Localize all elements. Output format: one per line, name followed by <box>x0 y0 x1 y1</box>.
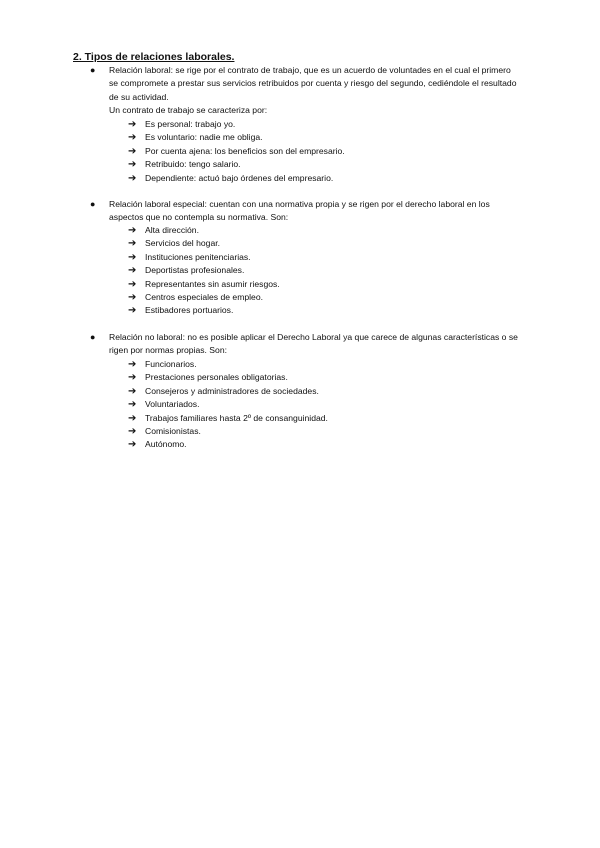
arrow-right-icon: ➔ <box>128 359 137 370</box>
list-item <box>128 425 328 438</box>
bullet-icon: ● <box>90 199 96 209</box>
list-item <box>128 385 328 398</box>
arrow-right-icon: ➔ <box>128 278 137 290</box>
list-item <box>128 278 280 291</box>
arrow-right-icon: ➔ <box>128 159 137 171</box>
arrow-right-icon: ➔ <box>128 251 137 263</box>
list-item-text: Por cuenta ajena: los beneficios son del empresario. <box>145 145 345 156</box>
arrow-right-icon: ➔ <box>128 145 137 157</box>
list-item-text: Es personal: trabajo yo. <box>145 119 236 129</box>
list-item <box>128 358 328 371</box>
list-item-text: Deportistas profesionales. <box>145 265 245 276</box>
arrow-right-icon: ➔ <box>128 305 137 317</box>
arrow-right-icon: ➔ <box>128 238 137 250</box>
types-list <box>128 224 280 318</box>
section-paragraph: Relación laboral: se rige por el contrato de trabajo, que es un acuerdo de voluntades en el cual el primero se compromete a prestar sus servicios retribuidos por cuenta y riesgo del segundo, cediéndole el resultado de su actividad. <box>109 65 517 102</box>
arrow-right-icon: ➔ <box>128 265 137 277</box>
list-item-text: Es voluntario: nadie me obliga. <box>145 132 263 143</box>
list-item-text: Estibadores portuarios. <box>145 305 234 316</box>
list-item-text: Autónomo. <box>145 439 187 450</box>
list-item <box>128 118 345 131</box>
list-item <box>128 398 328 411</box>
bullet-icon: ● <box>90 332 96 342</box>
list-item-text: Centros especiales de empleo. <box>145 291 263 302</box>
list-item-text: Servicios del hogar. <box>145 238 220 249</box>
list-item <box>128 131 345 144</box>
section-intro-line: Un contrato de trabajo se caracteriza por: <box>109 105 268 115</box>
list-item <box>128 291 280 304</box>
section-title: 2. Tipos de relaciones laborales. <box>73 51 235 63</box>
arrow-right-icon: ➔ <box>128 412 137 424</box>
list-item-text: Instituciones penitenciarias. <box>145 251 251 262</box>
bullet-icon: ● <box>90 65 96 75</box>
arrow-right-icon: ➔ <box>128 439 137 451</box>
section-paragraph: Relación laboral especial: cuentan con una normativa propia y se rigen por el derecho laboral en los aspectos que no contempla su normativa. Son: <box>109 199 490 223</box>
arrow-right-icon: ➔ <box>128 372 137 384</box>
arrow-right-icon: ➔ <box>128 425 137 437</box>
characteristics-list <box>128 118 345 185</box>
list-item <box>128 172 345 185</box>
list-item <box>128 412 328 425</box>
types-list <box>128 358 328 452</box>
arrow-right-icon: ➔ <box>128 225 137 236</box>
list-item <box>128 158 345 171</box>
list-item <box>128 251 280 264</box>
list-item <box>128 237 280 250</box>
list-item <box>128 145 345 158</box>
arrow-right-icon: ➔ <box>128 132 137 144</box>
list-item-text: Prestaciones personales obligatorias. <box>145 372 288 383</box>
list-item-text: Trabajos familiares hasta 2º de consanguinidad. <box>145 412 328 423</box>
arrow-right-icon: ➔ <box>128 291 137 303</box>
list-item <box>128 371 328 384</box>
list-item-text: Dependiente: actuó bajo órdenes del empresario. <box>145 172 334 183</box>
list-item-text: Representantes sin asumir riesgos. <box>145 278 280 289</box>
list-item-text: Consejeros y administradores de sociedades. <box>145 385 319 396</box>
list-item <box>128 224 280 237</box>
section-paragraph: Relación no laboral: no es posible aplicar el Derecho Laboral ya que carece de algunas características o se rigen por normas propias. Son: <box>109 332 518 356</box>
arrow-right-icon: ➔ <box>128 385 137 397</box>
list-item-text: Alta dirección. <box>145 225 199 235</box>
list-item-text: Comisionistas. <box>145 425 201 436</box>
list-item <box>128 304 280 317</box>
list-item-text: Retribuido: tengo salario. <box>145 159 241 170</box>
arrow-right-icon: ➔ <box>128 119 137 130</box>
list-item-text: Voluntariados. <box>145 399 200 410</box>
arrow-right-icon: ➔ <box>128 399 137 411</box>
list-item-text: Funcionarios. <box>145 359 197 369</box>
arrow-right-icon: ➔ <box>128 172 137 184</box>
list-item <box>128 438 328 451</box>
list-item <box>128 264 280 277</box>
